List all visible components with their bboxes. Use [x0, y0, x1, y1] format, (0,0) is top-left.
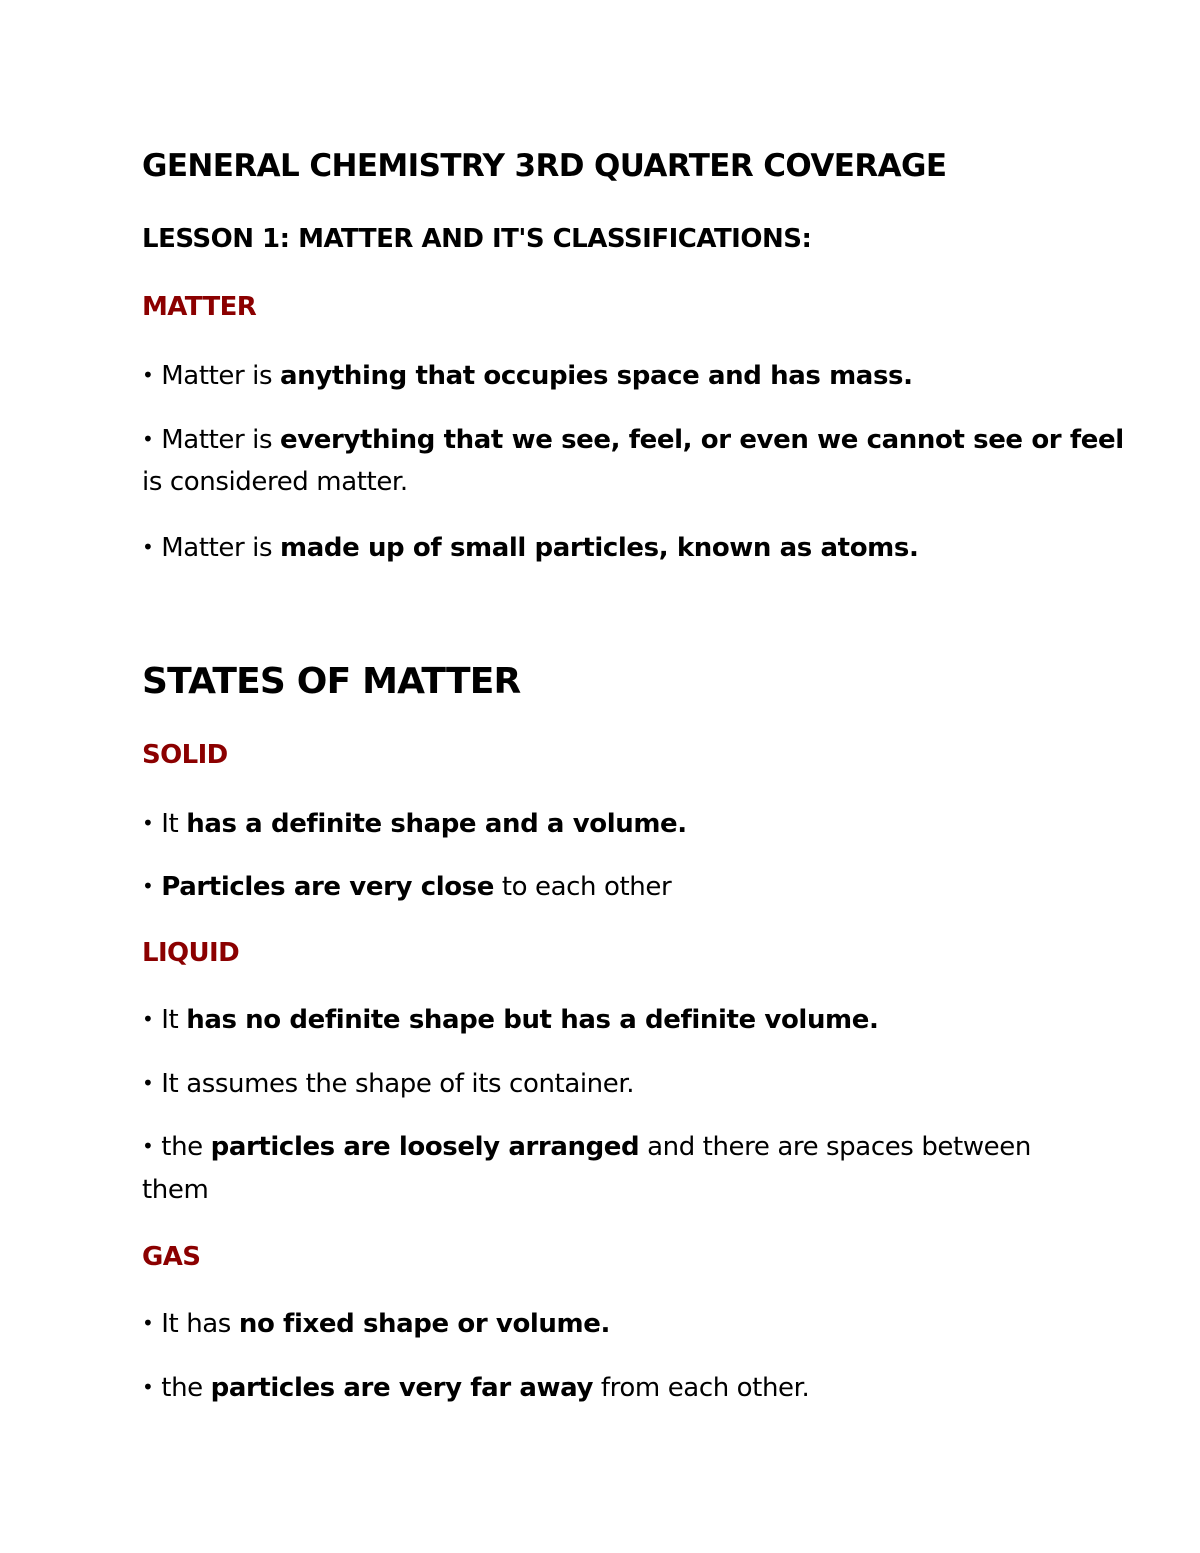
bullet-icon: • [142, 535, 154, 559]
matter-bullet-2: • Matter is everything that we see, feel, or even we cannot see or feel [142, 425, 1124, 455]
bullet-icon: • [142, 427, 154, 451]
liquid-bullet-3: • the particles are loosely arranged and there are spaces between [142, 1132, 1031, 1162]
bullet-icon: • [142, 1007, 154, 1031]
document-title: GENERAL CHEMISTRY 3RD QUARTER COVERAGE [142, 148, 947, 184]
bullet-icon: • [142, 1134, 154, 1158]
liquid-heading: LIQUID [142, 938, 240, 968]
liquid-bullet-2: • It assumes the shape of its container. [142, 1069, 635, 1099]
matter-heading: MATTER [142, 292, 257, 322]
lesson-heading: LESSON 1: MATTER AND IT'S CLASSIFICATIONS: [142, 224, 812, 254]
bullet-icon: • [142, 811, 154, 835]
bullet-icon: • [142, 874, 154, 898]
liquid-bullet-1: • It has no definite shape but has a definite volume. [142, 1005, 879, 1035]
gas-heading: GAS [142, 1242, 201, 1272]
states-heading: STATES OF MATTER [142, 661, 521, 702]
solid-heading: SOLID [142, 740, 228, 770]
bullet-icon: • [142, 1375, 154, 1399]
matter-bullet-2-continuation: is considered matter. [142, 467, 408, 497]
gas-bullet-1: • It has no fixed shape or volume. [142, 1309, 610, 1339]
matter-bullet-3: • Matter is made up of small particles, known as atoms. [142, 533, 919, 563]
solid-bullet-1: • It has a definite shape and a volume. [142, 809, 687, 839]
solid-bullet-2: • Particles are very close to each other [142, 872, 672, 902]
gas-bullet-2: • the particles are very far away from each other. [142, 1373, 810, 1403]
bullet-icon: • [142, 1311, 154, 1335]
bullet-icon: • [142, 363, 154, 387]
liquid-bullet-3-continuation: them [142, 1175, 209, 1205]
matter-bullet-1: • Matter is anything that occupies space and has mass. [142, 361, 913, 391]
bullet-icon: • [142, 1071, 154, 1095]
